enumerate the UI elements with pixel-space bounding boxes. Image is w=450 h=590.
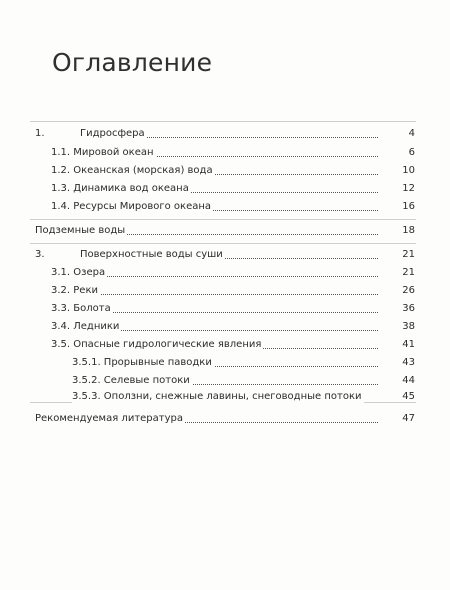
entry-label: 1.2. Океанская (морская) вода [51,165,213,176]
toc-entry-2[interactable] [0,224,450,238]
entry-label: 3.1. Озера [51,267,106,278]
toc-entry-3-4[interactable] [0,320,450,334]
entry-page: 41 [402,339,415,350]
entry-label: 3.5.1. Прорывные паводки [72,357,212,368]
entry-page: 21 [402,249,415,260]
entry-page: 6 [408,147,415,158]
toc-entry-3[interactable] [0,248,450,262]
toc-entry-1[interactable] [0,127,450,141]
entry-label: 3.5.3. Оползни, снежные лавины, снеговодные потоки [72,391,362,402]
entry-label: 3.5.2. Селевые потоки [72,375,190,386]
entry-label: 1.3. Динамика вод океана [51,183,189,194]
entry-label: 1.1. Мировой океан [51,147,154,158]
toc-entry-1-2[interactable] [0,164,450,178]
entry-page: 44 [402,375,415,386]
toc-entry-3-5-3[interactable] [0,390,450,404]
entry-label: 3.5. Опасные гидрологические явления [51,339,262,350]
entry-number: 3. [35,249,45,260]
entry-page: 21 [402,267,415,278]
entry-page: 4 [408,128,415,139]
toc-entry-3-1[interactable] [0,266,450,280]
entry-label: 1.4. Ресурсы Мирового океана [51,201,212,212]
toc-entry-3-2[interactable] [0,284,450,298]
entry-label: Гидросфера [80,128,145,139]
page-title: Оглавление [52,48,213,77]
entry-page: 10 [402,165,415,176]
entry-page: 47 [402,413,415,424]
toc-entry-literature[interactable] [0,412,450,426]
dot-leader [91,276,378,277]
entry-label: 3.2. Реки [51,285,98,296]
dot-leader [91,330,378,331]
entry-label: Рекомендуемая литература [35,413,183,424]
toc-entry-1-1[interactable] [0,146,450,160]
toc-entry-3-5-1[interactable] [0,356,450,370]
separator-line [30,243,416,244]
dot-leader [91,294,378,295]
entry-label: 3.4. Ледники [51,321,120,332]
entry-page: 38 [402,321,415,332]
entry-label: Подземные воды [35,225,126,236]
entry-label: Поверхностные воды суши [80,249,223,260]
entry-page: 43 [402,357,415,368]
separator-line [30,121,416,122]
toc-entry-3-5[interactable] [0,338,450,352]
toc-entry-3-5-2[interactable] [0,374,450,388]
toc-entry-1-4[interactable] [0,200,450,214]
entry-page: 45 [402,391,415,402]
entry-number: 1. [35,128,45,139]
toc-entry-3-3[interactable] [0,302,450,316]
entry-page: 26 [402,285,415,296]
separator-line [30,219,416,220]
entry-label: 3.3. Болота [51,303,111,314]
entry-page: 36 [402,303,415,314]
entry-page: 12 [402,183,415,194]
entry-page: 16 [402,201,415,212]
toc-entry-1-3[interactable] [0,182,450,196]
entry-page: 18 [402,225,415,236]
dot-leader [91,312,378,313]
